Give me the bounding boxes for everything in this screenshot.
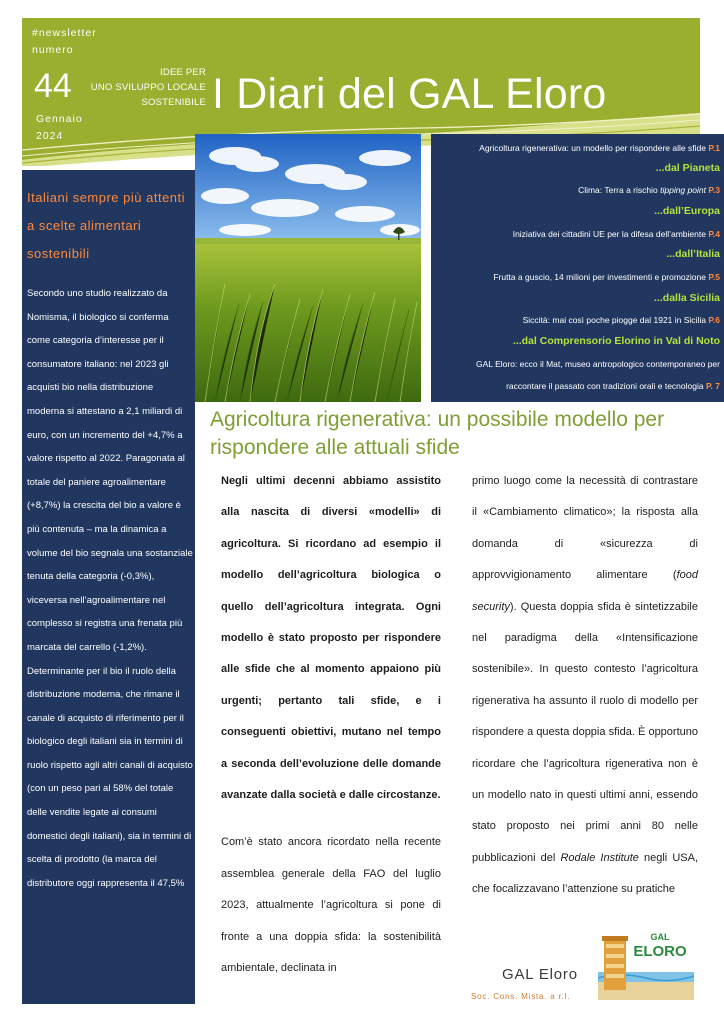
issue-number: 44: [34, 67, 72, 105]
article-italic: Rodale Institute: [560, 851, 639, 864]
toc-page-number: P. 7: [705, 381, 720, 391]
article-text: negli USA, che focalizzavano l’attenzione su pratiche: [472, 851, 699, 896]
newsletter-label: #newsletter: [32, 27, 97, 39]
toc-page-number: P.1: [708, 143, 720, 153]
tagline-line: IDEE PER: [160, 67, 206, 78]
gal-eloro-logo: [598, 926, 694, 1000]
toc-entry-italic: tipping point: [660, 185, 706, 195]
article-italic: food security: [472, 569, 698, 613]
toc-section-heading: ...dal Pianeta: [655, 162, 720, 174]
logo-mark-text: ELORO: [633, 943, 687, 960]
article-text: primo luogo come la necessità di contrastare il «Cambiamento climatico»; la risposta alla domanda di «sicurezza di approvvigionamento alimentare (: [472, 475, 698, 582]
article-text: ). Questa doppia sfida è sintetizzabile nel paradigma della «Intensificazione sostenibile». In questo contesto l’agricoltura rigenerativa ha assunto il ruolo di modello per rispondere a questa doppia sfida. È opportuno ricordare che l’agricoltura rigenerativa non è un modello nato in questi ultimi anni, essendo stato proposto nei primi anni 80 nelle pubblicazioni del: [472, 600, 698, 864]
number-label: numero: [32, 44, 74, 56]
toc-entry-text: Clima: Terra a rischio: [578, 185, 661, 195]
article-column-1: [221, 466, 441, 985]
toc-page-number: P.3: [708, 185, 720, 195]
toc-section-heading: ...dalla Sicilia: [654, 292, 720, 304]
toc-entry-text: Siccità: mai così poche piogge dal 1921 in Sicilia: [522, 315, 706, 325]
sidebar-heading: Italiani sempre più attenti a scelte alimentari sostenibili: [27, 190, 186, 261]
toc-entry[interactable]: [479, 142, 720, 154]
toc-entry[interactable]: [476, 358, 720, 370]
logo-mark-small-text: GAL: [650, 932, 670, 942]
toc-entry[interactable]: [513, 228, 720, 240]
toc-entry[interactable]: [493, 271, 720, 283]
toc-entry-text: raccontare il passato con tradizioni orali e tecnologia: [506, 381, 704, 391]
toc-page-number: P.6: [708, 315, 720, 325]
issue-month: Gennaio: [36, 113, 83, 125]
article-title: Agricoltura rigenerativa: un possibile modello per rispondere alle attuali sfide: [210, 408, 665, 459]
wheat-field-photo: [195, 134, 421, 402]
toc-entry-text: GAL Eloro: ecco il Mat, museo antropologico contemporaneo per: [476, 359, 720, 369]
toc-entry[interactable]: [523, 314, 720, 326]
gal-eloro-name: GAL Eloro: [502, 966, 578, 983]
article-column-2: [472, 466, 698, 906]
toc-section-heading: ...dall’Europa: [654, 205, 720, 217]
toc-page-number: P.5: [708, 272, 720, 282]
tagline-line: SOSTENIBILE: [141, 97, 206, 108]
article-paragraph: Com’è stato ancora ricordato nella recente assemblea generale della FAO del luglio 2023, attualmente l’agricoltura si pone di fronte a una doppia sfida: la sostenibilità ambientale, declinata in: [221, 836, 441, 975]
tagline-line: UNO SVILUPPO LOCALE: [90, 82, 206, 93]
issue-year: 2024: [36, 130, 64, 142]
toc-entry-text: Frutta a guscio, 14 milioni per investimenti e promozione: [493, 272, 706, 282]
toc-entry[interactable]: [506, 380, 720, 392]
company-type: Soc. Cons. Mista. a r.l.: [471, 992, 571, 1001]
toc-entry-text: Agricoltura rigenerativa: un modello per rispondere alle sfide: [479, 143, 706, 153]
toc-page-number: P.4: [708, 229, 720, 239]
article-lead: Negli ultimi decenni abbiamo assistito alla nascita di diversi «modelli» di agricoltura. Si ricordano ad esempio il modello dell’agricoltura biologica o quello dell’agricoltura integrata. Ogni modello è stato proposto per rispondere alle sfide che al momento appaiono più urgenti; pertanto tali sfide, e i conseguenti obiettivi, mutano nel tempo a seconda dell’evoluzione delle domande avanzate dalla società e dalle circostanze.: [221, 475, 441, 802]
sidebar-column: [22, 170, 195, 1004]
sidebar-body: Secondo uno studio realizzato da Nomisma, il biologico si conferma come categoria d’interesse per il consumatore italiano: nel 2023 gli acquisti bio nella distribuzione moderna si attestano a 2,1 miliardi di euro, con un incremento del +4,7% a valore rispetto al 2022. Paragonata al totale del paniere agroalimentare (+8,7%) la crescita del bio a valore è più contenuta – ma la dinamica a volume del bio segnala una sostanziale tenuta della categoria (-0,3%), viceversa nell’agroalimentare nel complesso si registra una frenata più marcata del carrello (-1,2%). Determinante per il bio il ruolo della distribuzione moderna, che rimane il canale di acquisto di riferimento per il biologico degli italiani sia in termini di ruolo rispetto agli altri canali di acquisto (con un peso pari al 58% del totale delle vendite legate ai consumi domestici degli italiani), sia in termini di scelta di prodotto (la marca del distributore oggi rappresenta il 47,5%: [27, 288, 193, 889]
tagline: [88, 65, 206, 110]
toc-section-heading: ...dall’Italia: [666, 248, 720, 260]
toc-entry-text: Iniziativa dei cittadini UE per la difesa dell’ambiente: [512, 229, 706, 239]
newsletter-title: I Diari del GAL Eloro: [212, 70, 607, 118]
table-of-contents: [431, 134, 724, 402]
toc-section-heading: ...dal Comprensorio Elorino in Val di Noto: [512, 335, 720, 347]
toc-entry[interactable]: [578, 184, 720, 196]
